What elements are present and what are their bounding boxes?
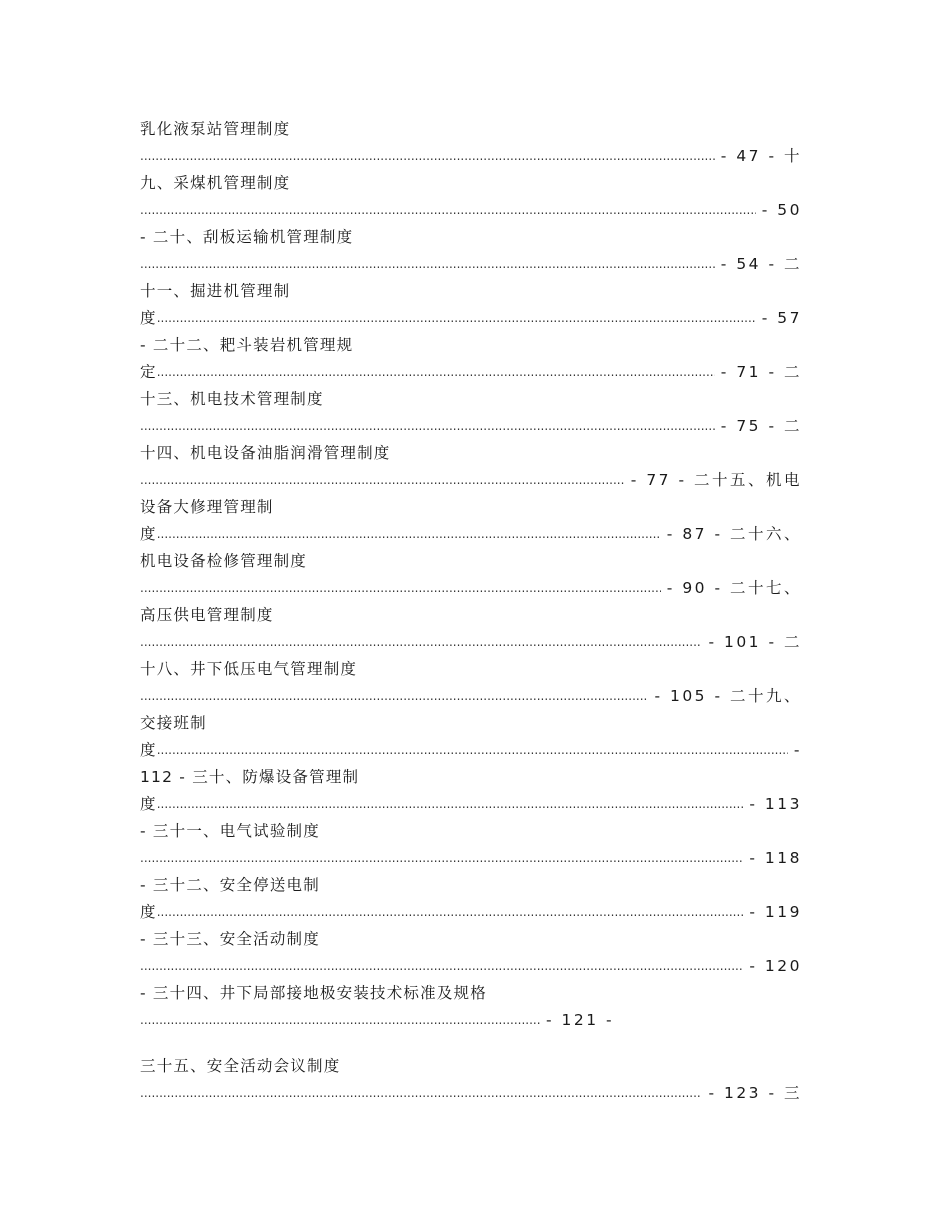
toc-entry-title xyxy=(140,764,802,791)
toc-page-number: - 105 - 二十九、 xyxy=(654,687,802,705)
toc-dot-leader xyxy=(140,467,625,494)
toc-leader-prefix: 度 xyxy=(140,309,157,327)
toc-page-number: - 57 xyxy=(761,309,802,327)
toc-leader-line xyxy=(140,683,802,710)
toc-entry-title xyxy=(140,332,802,359)
toc-leader-line xyxy=(140,629,802,656)
toc-leader-line xyxy=(140,197,802,224)
toc-page-number: - 118 xyxy=(749,849,802,867)
toc-entry-title xyxy=(140,710,802,737)
toc-entry-title xyxy=(140,602,802,629)
toc-title-text: 十八、井下低压电气管理制度 xyxy=(140,660,358,678)
toc-leader-line xyxy=(140,899,802,926)
toc-leader-prefix: 定 xyxy=(140,363,157,381)
toc-leader-line xyxy=(140,467,802,494)
toc-entry-title xyxy=(140,440,802,467)
toc-dot-leader xyxy=(140,143,715,170)
toc-entry-title xyxy=(140,116,802,143)
toc-page-number: - 123 - 三 xyxy=(708,1084,802,1102)
toc-entry-title xyxy=(140,170,802,197)
toc-leader-line xyxy=(140,143,802,170)
toc-leader-prefix: 度 xyxy=(140,741,157,759)
toc-title-text: 机电设备检修管理制度 xyxy=(140,552,308,570)
toc-page-number: - 77 - 二十五、机电 xyxy=(630,471,802,489)
toc-dot-leader xyxy=(140,953,743,980)
toc-page-number: - 101 - 二 xyxy=(708,633,802,651)
toc-dot-leader xyxy=(140,197,756,224)
toc-leader-line xyxy=(140,1080,802,1107)
toc-entry-title xyxy=(140,386,802,413)
toc-leader-line xyxy=(140,305,802,332)
toc-dot-leader xyxy=(140,1080,702,1107)
toc-leader-line xyxy=(140,359,802,386)
toc-dot-leader xyxy=(157,737,788,764)
toc-leader-prefix: 度 xyxy=(140,903,157,921)
toc-dot-leader xyxy=(140,1007,540,1034)
toc-title-text: - 二十、刮板运输机管理制度 xyxy=(140,228,354,246)
toc-entry-title xyxy=(140,548,802,575)
table-of-contents xyxy=(140,116,802,1107)
toc-title-text: 十四、机电设备油脂润滑管理制度 xyxy=(140,444,391,462)
toc-leader-line xyxy=(140,413,802,440)
toc-page-number: - 119 xyxy=(749,903,802,921)
toc-dot-leader xyxy=(140,629,702,656)
toc-title-text: 九、采煤机管理制度 xyxy=(140,174,291,192)
toc-entry-title xyxy=(140,1053,802,1080)
toc-dot-leader xyxy=(157,791,744,818)
toc-title-text: 十三、机电技术管理制度 xyxy=(140,390,324,408)
toc-leader-line xyxy=(140,575,802,602)
toc-page-number: - 50 xyxy=(761,201,802,219)
toc-leader-prefix: 度 xyxy=(140,795,157,813)
toc-dot-leader xyxy=(157,305,756,332)
toc-page-number: - xyxy=(793,741,802,759)
toc-leader-line xyxy=(140,521,802,548)
toc-leader-line xyxy=(140,251,802,278)
toc-page-number: - 75 - 二 xyxy=(720,417,802,435)
toc-dot-leader xyxy=(140,413,715,440)
toc-title-text: - 三十三、安全活动制度 xyxy=(140,930,320,948)
toc-title-text: 设备大修理管理制 xyxy=(140,498,274,516)
toc-page-number: - 113 xyxy=(749,795,802,813)
toc-leader-line xyxy=(140,845,802,872)
toc-title-text: 十一、掘进机管理制 xyxy=(140,282,291,300)
toc-leader-line xyxy=(140,791,802,818)
toc-entry-title xyxy=(140,224,802,251)
toc-entry-title xyxy=(140,872,802,899)
toc-title-text: 三十五、安全活动会议制度 xyxy=(140,1057,341,1075)
toc-title-text: 乳化液泵站管理制度 xyxy=(140,120,291,138)
toc-title-text: - 二十二、耙斗装岩机管理规 xyxy=(140,336,354,354)
toc-page-number: - 87 - 二十六、 xyxy=(666,525,802,543)
toc-dot-leader xyxy=(140,845,743,872)
toc-title-text: - 三十四、井下局部接地极安装技术标准及规格 xyxy=(140,984,487,1002)
toc-dot-leader xyxy=(157,521,661,548)
toc-title-text: - 三十二、安全停送电制 xyxy=(140,876,320,894)
toc-page-number: - 90 - 二十七、 xyxy=(666,579,802,597)
toc-dot-leader xyxy=(140,251,715,278)
toc-leader-line xyxy=(140,953,802,980)
toc-title-text: 交接班制 xyxy=(140,714,207,732)
toc-dot-leader xyxy=(140,683,648,710)
toc-entry-title xyxy=(140,926,802,953)
toc-leader-prefix: 度 xyxy=(140,525,157,543)
toc-title-text: 112 - 三十、防爆设备管理制 xyxy=(140,768,360,786)
toc-page-number: - 121 - xyxy=(546,1011,615,1029)
toc-entry-title xyxy=(140,980,802,1007)
toc-dot-leader xyxy=(140,575,661,602)
toc-dot-leader xyxy=(157,899,744,926)
toc-entry-title xyxy=(140,494,802,521)
toc-title-text: 高压供电管理制度 xyxy=(140,606,274,624)
toc-entry-title xyxy=(140,656,802,683)
toc-page-number: - 71 - 二 xyxy=(720,363,802,381)
toc-page-number: - 120 xyxy=(749,957,802,975)
toc-dot-leader xyxy=(157,359,715,386)
toc-leader-line xyxy=(140,1007,802,1034)
toc-entry-title xyxy=(140,278,802,305)
toc-page-number: - 47 - 十 xyxy=(720,147,802,165)
toc-title-text: - 三十一、电气试验制度 xyxy=(140,822,320,840)
toc-page-number: - 54 - 二 xyxy=(720,255,802,273)
toc-leader-line xyxy=(140,737,802,764)
toc-entry-title xyxy=(140,818,802,845)
